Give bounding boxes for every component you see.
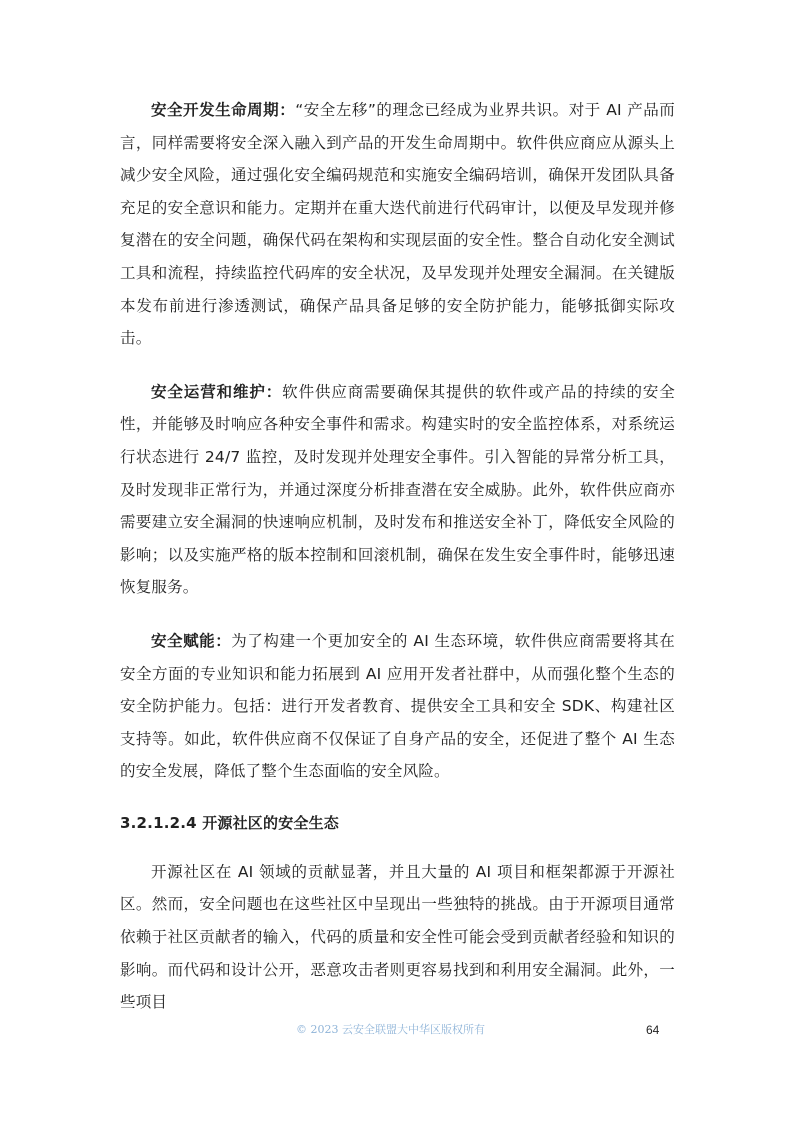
page-footer bbox=[0, 1020, 793, 1040]
paragraph-security-enablement bbox=[120, 625, 675, 788]
paragraph-term: 安全运营和维护： bbox=[151, 382, 283, 401]
paragraph-term: 安全开发生命周期： bbox=[151, 101, 296, 119]
section-heading: 3.2.1.2.4 开源社区的安全生态 bbox=[120, 813, 340, 832]
paragraph-secure-development-lifecycle bbox=[120, 94, 675, 355]
paragraph-text: 软件供应商需要确保其提供的软件或产品的持续的安全性，并能够及时响应各种安全事件和需求。构建实时的安全监控体系，对系统运行状态进行 24/7 监控，及时发现并处理安全事件。引入智能的异常分析工具，及时发现非正常行为，并通过深度分析排查潜在安全威胁。此外，软件供应商亦需要建立安全漏洞的快速响应机制，及时发布和推送安全补丁，降低安全风险的影响；以及实施严格的版本控制和回滚机制，确保在发生安全事件时，能够迅速恢复服务。 bbox=[120, 382, 675, 597]
paragraph-text: 为了构建一个更加安全的 AI 生态环境，软件供应商需要将其在安全方面的专业知识和能力拓展到 AI 应用开发者社群中，从而强化整个生态的安全防护能力。包括：进行开发者教育、提供安全工具和安全 SDK、构建社区支持等。如此，软件供应商不仅保证了自身产品的安全，还促进了整个 AI 生态的安全发展，降低了整个生态面临的安全风险。 bbox=[120, 631, 675, 781]
copyright-notice: © 2023 云安全联盟大中华区版权所有 bbox=[296, 1023, 485, 1036]
paragraph-text: “安全左移”的理念已经成为业界共识。对于 AI 产品而言，同样需要将安全深入融入到产品的开发生命周期中。软件供应商应从源头上减少安全风险，通过强化安全编码规范和实施安全编码培训，确保开发团队具备充足的安全意识和能力。定期并在重大迭代前进行代码审计，以便及早发现并修复潜在的安全问题，确保代码在架构和实现层面的安全性。整合自动化安全测试工具和流程，持续监控代码库的安全状况，及早发现并处理安全漏洞。在关键版本发布前进行渗透测试，确保产品具备足够的安全防护能力，能够抵御实际攻击。 bbox=[120, 101, 675, 348]
paragraph-term: 安全赋能： bbox=[151, 631, 232, 650]
paragraph-security-operations bbox=[120, 376, 675, 604]
page-body bbox=[120, 94, 675, 1019]
paragraph-open-source-community: 开源社区在 AI 领域的贡献显著，并且大量的 AI 项目和框架都源于开源社区。然而，安全问题也在这些社区中呈现出一些独特的挑战。由于开源项目通常依赖于社区贡献者的输入，代码的质量和安全性可能会受到贡献者经验和知识的影响。而代码和设计公开，恶意攻击者则更容易找到和利用安全漏洞。此外，一些项目 bbox=[120, 862, 675, 1012]
page-number: 64 bbox=[646, 1023, 660, 1037]
